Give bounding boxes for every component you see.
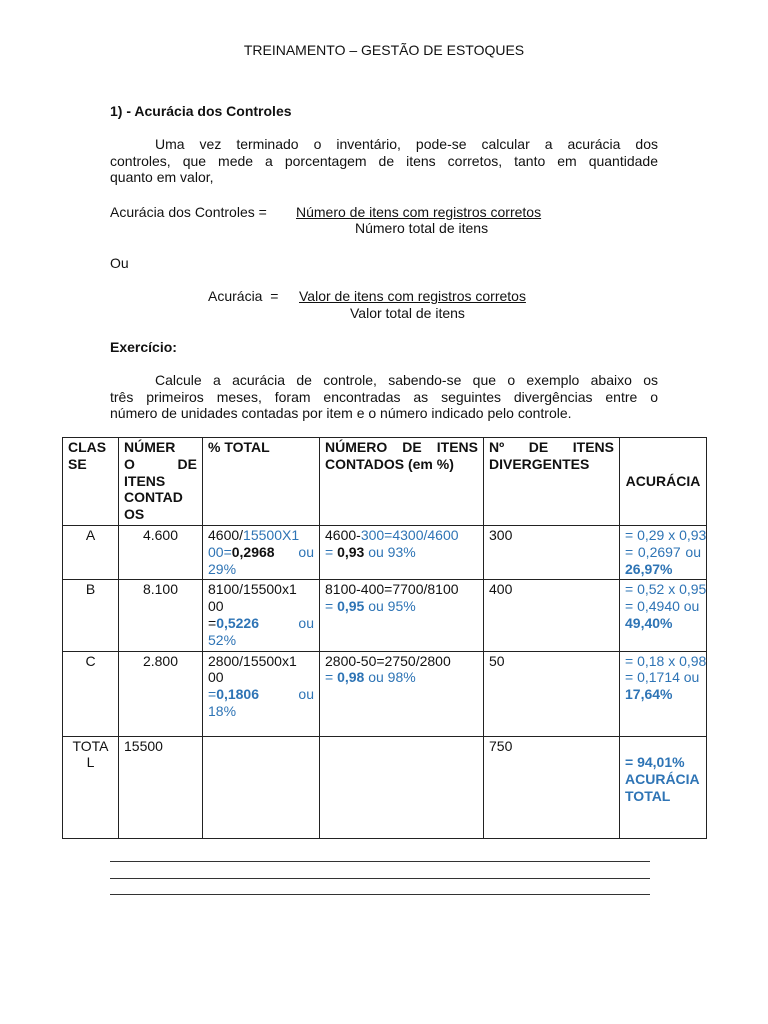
intro-line-2: controles, que mede a porcentagem de itens corretos, tanto em quantidade [110, 152, 658, 169]
formula1-denominator: Número total de itens [355, 220, 489, 236]
header-pct-total: % TOTAL [203, 438, 320, 526]
cell-pct-total: 8100/15500x1 00 =0,5226 ou 52% [203, 580, 320, 651]
table-row [63, 580, 707, 651]
exercise-line-2: três primeiros meses, foram encontradas as seguintes divergências entre o [110, 388, 658, 405]
exercise-heading: Exercício: [110, 339, 177, 355]
intro-line-3: quanto em valor, [110, 169, 214, 185]
table-total-row [63, 736, 707, 838]
cell-divergentes: 300 [484, 525, 620, 579]
header-itens-divergentes: Nº DE ITENS DIVERGENTES [484, 438, 620, 526]
exercise-line-1: Calcule a acurácia de controle, sabendo-se que o exemplo abaixo os [155, 372, 658, 388]
table-header-row [63, 438, 707, 526]
formula2-denominator: Valor total de itens [350, 305, 465, 321]
cell-total-label: TOTA L [63, 736, 119, 838]
cell-divergentes: 50 [484, 651, 620, 736]
cell-acuracia: = 0,29 x 0,93 = 0,2697 ou 26,97% [620, 525, 707, 579]
cell-acuracia: = 0,52 x 0,95 = 0,4940 ou 49,40% [620, 580, 707, 651]
header-classe: CLAS SE [63, 438, 119, 526]
formula1-numerator: Número de itens com registros corretos [296, 204, 542, 220]
cell-acuracia: = 0,18 x 0,98 = 0,1714 ou 17,64% [620, 651, 707, 736]
cell-pct-total: 4600/15500X1 00=0,2968 ou 29% [203, 525, 320, 579]
intro-line-1: Uma vez terminado o inventário, pode-se calcular a acurácia dos [155, 136, 658, 152]
formula1-label: Acurácia dos Controles = [110, 204, 267, 220]
cell-total-pct-empty [203, 736, 320, 838]
header-numero-itens-contados: NÚMER O DE ITENS CONTAD OS [119, 438, 203, 526]
answer-line-1 [110, 861, 650, 862]
cell-contados-pct: 2800-50=2750/2800 = 0,98 ou 98% [320, 651, 484, 736]
cell-total-divergentes: 750 [484, 736, 620, 838]
section-heading: 1) - Acurácia dos Controles [110, 103, 292, 119]
exercise-paragraph [110, 372, 658, 422]
table-row [63, 525, 707, 579]
header-contados-pct: NÚMERO DE ITENS CONTADOS (em %) [320, 438, 484, 526]
exercise-line-3: número de unidades contadas por item e o número indicado pelo controle. [110, 405, 572, 421]
cell-divergentes: 400 [484, 580, 620, 651]
page-header-title: TREINAMENTO – GESTÃO DE ESTOQUES [243, 42, 525, 58]
header-acuracia: ACURÁCIA [620, 438, 707, 526]
formula2-numerator: Valor de itens com registros corretos [299, 288, 526, 304]
cell-numero: 4.600 [119, 525, 203, 579]
cell-classe: C [63, 651, 119, 736]
cell-total-acuracia: = 94,01% ACURÁCIA TOTAL [620, 736, 707, 838]
cell-contados-pct: 4600-300=4300/4600 = 0,93 ou 93% [320, 525, 484, 579]
or-text: Ou [110, 255, 129, 271]
accuracy-table [62, 437, 707, 839]
cell-total-contados-empty [320, 736, 484, 838]
cell-numero: 2.800 [119, 651, 203, 736]
answer-line-2 [110, 878, 650, 879]
cell-contados-pct: 8100-400=7700/8100 = 0,95 ou 95% [320, 580, 484, 651]
cell-classe: B [63, 580, 119, 651]
formula2-label: Acurácia = [208, 288, 279, 304]
intro-paragraph [110, 136, 658, 186]
cell-classe: A [63, 525, 119, 579]
cell-total-numero: 15500 [119, 736, 203, 838]
table-row [63, 651, 707, 736]
cell-pct-total: 2800/15500x1 00 =0,1806 ou 18% [203, 651, 320, 736]
answer-line-3 [110, 894, 650, 895]
cell-numero: 8.100 [119, 580, 203, 651]
